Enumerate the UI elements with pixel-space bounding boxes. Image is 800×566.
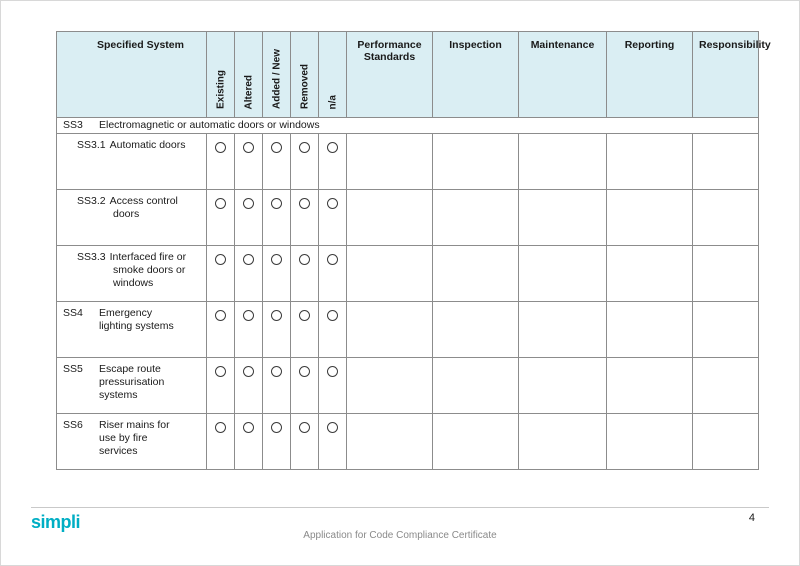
removed-cell xyxy=(291,134,319,190)
table-row xyxy=(57,190,759,246)
radio-existing[interactable] xyxy=(215,142,226,153)
removed-cell xyxy=(291,190,319,246)
header-altered xyxy=(235,32,263,118)
section-cell xyxy=(57,118,759,134)
responsibility-cell[interactable] xyxy=(693,414,759,470)
radio-removed[interactable] xyxy=(299,198,310,209)
radio-altered[interactable] xyxy=(243,366,254,377)
radio-na[interactable] xyxy=(327,254,338,265)
system-text xyxy=(57,419,204,458)
header-na-label: n/a xyxy=(327,94,338,109)
radio-na[interactable] xyxy=(327,366,338,377)
radio-altered[interactable] xyxy=(243,198,254,209)
system-code: SS4 xyxy=(63,307,83,319)
inspection-cell[interactable] xyxy=(433,358,519,414)
inspection-cell[interactable] xyxy=(433,246,519,302)
system-label: Automatic doors xyxy=(109,139,186,151)
altered-cell xyxy=(235,302,263,358)
page-number: 4 xyxy=(748,512,755,524)
radio-altered[interactable] xyxy=(243,254,254,265)
header-added-new-label: Added / New xyxy=(271,48,282,109)
na-cell xyxy=(319,134,347,190)
performance-standards-cell[interactable] xyxy=(347,414,433,470)
table-row xyxy=(57,246,759,302)
altered-cell xyxy=(235,414,263,470)
performance-standards-cell[interactable] xyxy=(347,358,433,414)
system-code: SS3.2 xyxy=(77,195,106,207)
added-new-cell xyxy=(263,302,291,358)
maintenance-cell[interactable] xyxy=(519,302,607,358)
radio-added-new[interactable] xyxy=(271,422,282,433)
na-cell xyxy=(319,246,347,302)
header-inspection: Inspection xyxy=(433,32,519,118)
system-text xyxy=(57,139,204,152)
radio-existing[interactable] xyxy=(215,310,226,321)
simpli-logo: simpli xyxy=(31,512,81,532)
header-performance-standards: Performance Standards xyxy=(347,32,433,118)
system-cell xyxy=(57,190,207,246)
responsibility-cell[interactable] xyxy=(693,302,759,358)
system-cell xyxy=(57,358,207,414)
system-text xyxy=(57,251,204,290)
radio-removed[interactable] xyxy=(299,254,310,265)
inspection-cell[interactable] xyxy=(433,414,519,470)
system-code: SS3.1 xyxy=(77,139,106,151)
system-text xyxy=(57,195,204,221)
added-new-cell xyxy=(263,414,291,470)
radio-altered[interactable] xyxy=(243,422,254,433)
responsibility-cell[interactable] xyxy=(693,358,759,414)
inspection-cell[interactable] xyxy=(433,302,519,358)
radio-removed[interactable] xyxy=(299,366,310,377)
radio-removed[interactable] xyxy=(299,310,310,321)
radio-existing[interactable] xyxy=(215,422,226,433)
radio-added-new[interactable] xyxy=(271,366,282,377)
table-row xyxy=(57,134,759,190)
radio-na[interactable] xyxy=(327,422,338,433)
existing-cell xyxy=(207,246,235,302)
responsibility-cell[interactable] xyxy=(693,134,759,190)
radio-added-new[interactable] xyxy=(271,254,282,265)
header-reporting: Reporting xyxy=(607,32,693,118)
system-label: Emergency lighting systems xyxy=(99,307,174,333)
added-new-cell xyxy=(263,246,291,302)
header-existing-label: Existing xyxy=(215,70,226,109)
system-label: Escape route pressurisation systems xyxy=(99,363,165,402)
performance-standards-cell[interactable] xyxy=(347,190,433,246)
footer-divider xyxy=(31,507,769,508)
radio-added-new[interactable] xyxy=(271,310,282,321)
reporting-cell[interactable] xyxy=(607,302,693,358)
na-cell xyxy=(319,190,347,246)
document-title: Application for Code Compliance Certificate xyxy=(303,530,497,541)
maintenance-cell[interactable] xyxy=(519,358,607,414)
na-cell xyxy=(319,358,347,414)
removed-cell xyxy=(291,358,319,414)
existing-cell xyxy=(207,190,235,246)
responsibility-cell[interactable] xyxy=(693,246,759,302)
removed-cell xyxy=(291,246,319,302)
header-na xyxy=(319,32,347,118)
table-row xyxy=(57,358,759,414)
table-row xyxy=(57,414,759,470)
radio-altered[interactable] xyxy=(243,142,254,153)
specified-systems-table xyxy=(56,31,771,470)
radio-na[interactable] xyxy=(327,310,338,321)
system-text xyxy=(57,363,204,402)
header-existing xyxy=(207,32,235,118)
header-maintenance: Maintenance xyxy=(519,32,607,118)
system-code: SS3.3 xyxy=(77,251,106,263)
radio-existing[interactable] xyxy=(215,366,226,377)
inspection-cell[interactable] xyxy=(433,190,519,246)
added-new-cell xyxy=(263,358,291,414)
maintenance-cell[interactable] xyxy=(519,134,607,190)
maintenance-cell[interactable] xyxy=(519,190,607,246)
radio-na[interactable] xyxy=(327,198,338,209)
existing-cell xyxy=(207,302,235,358)
radio-removed[interactable] xyxy=(299,422,310,433)
radio-altered[interactable] xyxy=(243,310,254,321)
header-altered-label: Altered xyxy=(243,74,254,109)
altered-cell xyxy=(235,134,263,190)
na-cell xyxy=(319,414,347,470)
radio-added-new[interactable] xyxy=(271,198,282,209)
system-text xyxy=(57,307,204,333)
reporting-cell[interactable] xyxy=(607,134,693,190)
system-cell xyxy=(57,134,207,190)
reporting-cell[interactable] xyxy=(607,246,693,302)
existing-cell xyxy=(207,134,235,190)
altered-cell xyxy=(235,190,263,246)
reporting-cell[interactable] xyxy=(607,190,693,246)
system-label: Access control doors xyxy=(109,195,178,221)
radio-removed[interactable] xyxy=(299,142,310,153)
system-cell xyxy=(57,246,207,302)
system-label: Interfaced fire or smoke doors or windows xyxy=(109,251,187,290)
system-code: SS6 xyxy=(63,419,83,431)
system-code: SS5 xyxy=(63,363,83,375)
performance-standards-cell[interactable] xyxy=(347,246,433,302)
existing-cell xyxy=(207,358,235,414)
maintenance-cell[interactable] xyxy=(519,246,607,302)
added-new-cell xyxy=(263,134,291,190)
radio-na[interactable] xyxy=(327,142,338,153)
system-cell xyxy=(57,414,207,470)
header-responsibility: Responsibility xyxy=(693,32,759,118)
altered-cell xyxy=(235,358,263,414)
maintenance-cell[interactable] xyxy=(519,414,607,470)
radio-existing[interactable] xyxy=(215,198,226,209)
altered-cell xyxy=(235,246,263,302)
header-specified-system: Specified System xyxy=(57,32,207,118)
header-removed-label: Removed xyxy=(299,63,310,109)
performance-standards-cell[interactable] xyxy=(347,134,433,190)
responsibility-cell[interactable] xyxy=(693,190,759,246)
system-label: Riser mains for use by fire services xyxy=(99,419,170,458)
performance-standards-cell[interactable] xyxy=(347,302,433,358)
radio-added-new[interactable] xyxy=(271,142,282,153)
section-code: SS3 xyxy=(63,119,83,131)
section-label: Electromagnetic or automatic doors or windows xyxy=(99,119,320,131)
header-added-new xyxy=(263,32,291,118)
header-removed xyxy=(291,32,319,118)
na-cell xyxy=(319,302,347,358)
reporting-cell[interactable] xyxy=(607,358,693,414)
existing-cell xyxy=(207,414,235,470)
system-cell xyxy=(57,302,207,358)
table-row xyxy=(57,302,759,358)
reporting-cell[interactable] xyxy=(607,414,693,470)
radio-existing[interactable] xyxy=(215,254,226,265)
added-new-cell xyxy=(263,190,291,246)
removed-cell xyxy=(291,414,319,470)
inspection-cell[interactable] xyxy=(433,134,519,190)
header-row xyxy=(57,32,759,118)
removed-cell xyxy=(291,302,319,358)
section-row-ss3 xyxy=(57,118,759,134)
